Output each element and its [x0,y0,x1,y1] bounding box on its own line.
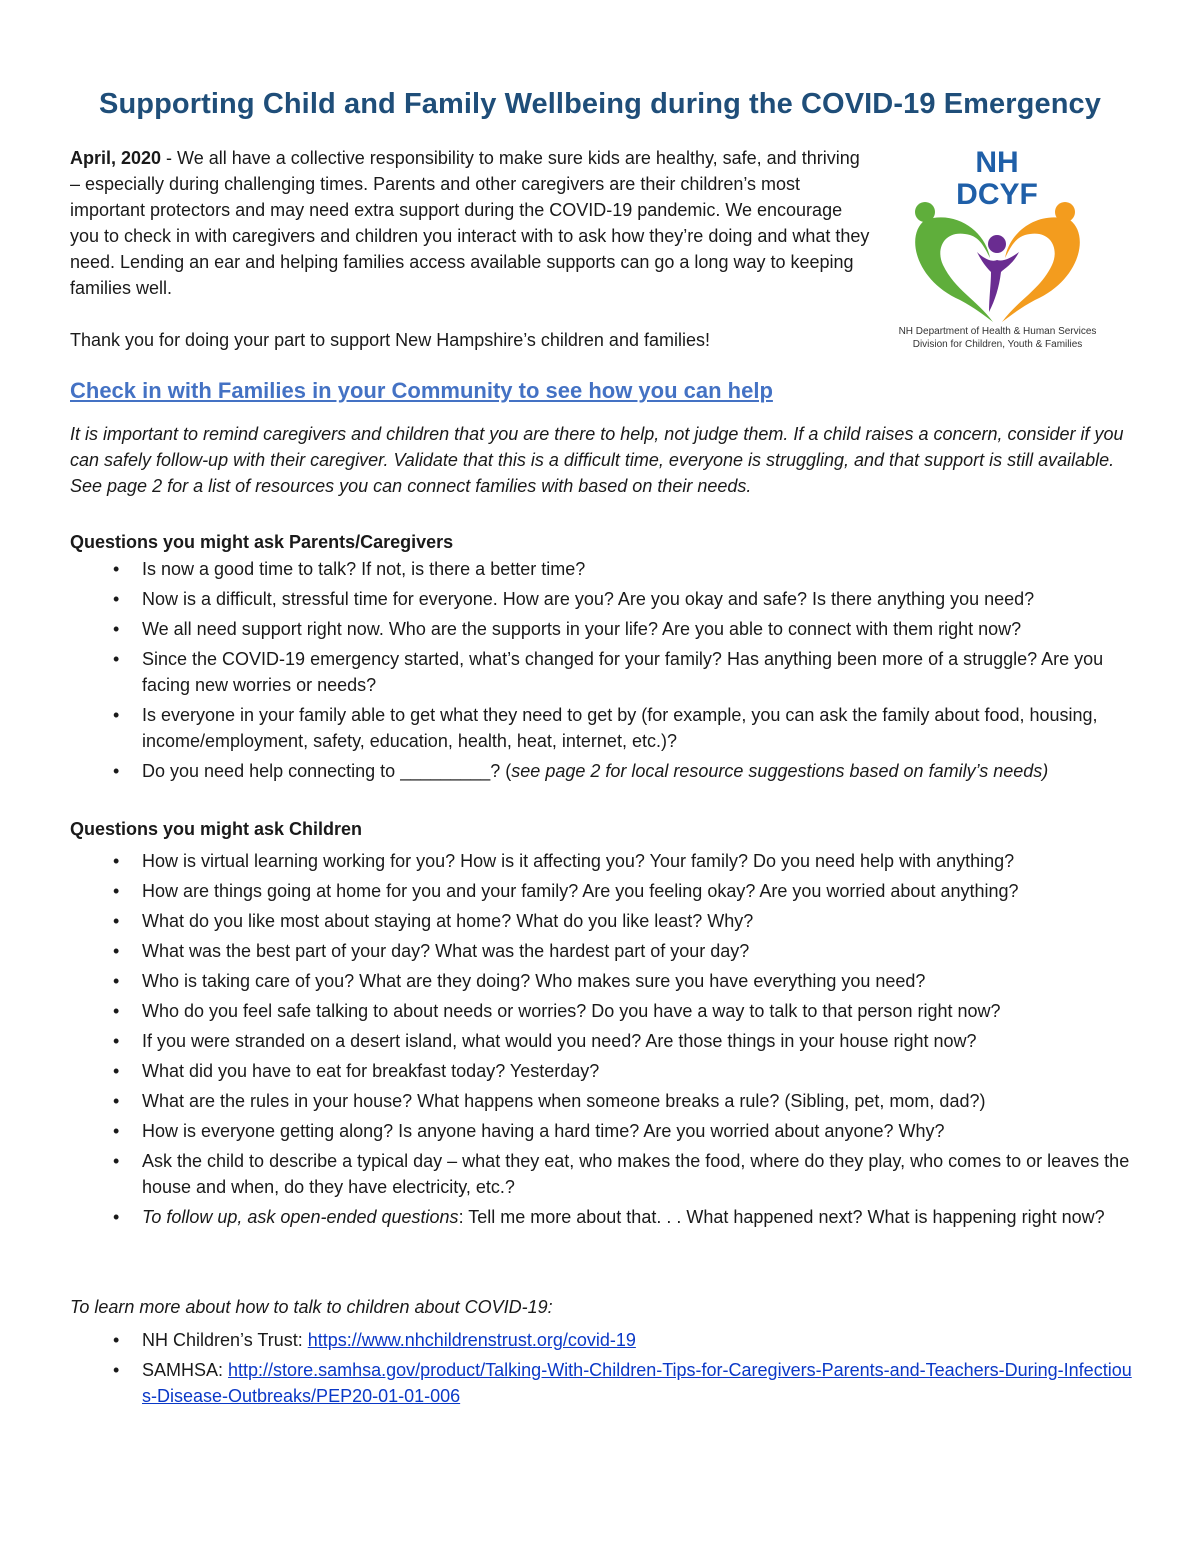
bullet-icon: • [113,941,120,961]
list-item-text: Ask the child to describe a typical day – what they eat, who makes the food, where do they play, who comes to or leaves the house and when, do they have electricity, etc.? [142,1151,1130,1197]
logo-green-arc [915,217,993,322]
list-item [70,998,1140,1024]
link-label: SAMHSA: [142,1360,229,1380]
bullet-icon: • [113,1330,120,1350]
learn-more-heading: To learn more about how to talk to children about COVID-19: [70,1297,553,1317]
logo-purple-head [988,235,1006,253]
list-item-text: How are things going at home for you and your family? Are you feeling okay? Are you worried about anything? [142,881,1019,901]
list-item [70,1058,1140,1084]
list-item [70,1327,1140,1353]
children-heading: Questions you might ask Children [70,819,363,839]
list-item [70,1118,1140,1144]
list-item-text: Is now a good time to talk? If not, is there a better time? [142,559,586,579]
list-item-text: We all need support right now. Who are the supports in your life? Are you able to connect with them right now? [142,619,1022,639]
bullet-icon: • [113,649,120,669]
list-item [70,1088,1140,1114]
list-item-text: Do you need help connecting to _________? ( [142,761,512,781]
logo-purple-body [977,252,1019,312]
list-item [70,1148,1140,1200]
list-item [70,616,1140,642]
page-title: Supporting Child and Family Wellbeing during the COVID-19 Emergency [99,88,1101,120]
logo-nh-text: NH [975,146,1019,179]
bullet-icon: • [113,851,120,871]
list-item [70,646,1140,698]
list-item [70,878,1140,904]
children-question-list [70,848,1140,1234]
list-item [70,968,1140,994]
list-item-italic: To follow up, ask open-ended questions [142,1207,459,1227]
list-item [70,908,1140,934]
parents-question-list [70,556,1140,788]
section-title: Check in with Families in your Community to see how you can help [70,378,773,403]
bullet-icon: • [113,971,120,991]
intro-text: - We all have a collective responsibility to make sure kids are healthy, safe, and thriving – especially during challenging times. Parents and other caregivers are their children’s most important protectors and may need extra support during the COVID-19 pandemic. We encourage you to check in with caregivers and children you interact with to ask how they’re doing and what they need. Lending an ear and helping families access available supports can go a long way to keeping families well. [70,148,870,298]
list-item [70,758,1140,784]
logo-caption-line1: NH Department of Health & Human Services [898,326,1097,337]
list-item-text: Since the COVID-19 emergency started, what’s changed for your family? Has anything been more of a struggle? Are you facing new worries or needs? [142,649,1104,695]
list-item-text: Who is taking care of you? What are they doing? Who makes sure you have everything you need? [142,971,926,991]
logo-orange-arc [1002,217,1080,322]
bullet-icon: • [113,761,120,781]
list-item-text: Is everyone in your family able to get what they need to get by (for example, you can ask the family about food, housing, income/employment, safety, education, health, heat, internet, etc.)? [142,705,1098,751]
resource-link-list [70,1327,1140,1413]
list-item [70,1028,1140,1054]
bullet-icon: • [113,1121,120,1141]
bullet-icon: • [113,1151,120,1171]
logo-caption-line2: Division for Children, Youth & Families [912,339,1083,350]
list-item [70,1204,1140,1230]
nh-dcyf-logo [885,140,1110,355]
list-item [70,702,1140,754]
intro-paragraph [70,145,870,301]
bullet-icon: • [113,705,120,725]
link-label: NH Children’s Trust: [142,1330,308,1350]
list-item-italic: see page 2 for local resource suggestions based on family’s needs) [511,761,1049,781]
bullet-icon: • [113,589,120,609]
thanks-text: Thank you for doing your part to support New Hampshire’s children and families! [70,330,710,350]
bullet-icon: • [113,559,120,579]
bullet-icon: • [113,1091,120,1111]
bullet-icon: • [113,911,120,931]
list-item-text: How is everyone getting along? Is anyone having a hard time? Are you worried about anyone? Why? [142,1121,945,1141]
bullet-icon: • [113,1207,120,1227]
list-item [70,586,1140,612]
nh-childrens-trust-link[interactable]: https://www.nhchildrenstrust.org/covid-19 [307,1330,636,1350]
bullet-icon: • [113,1360,120,1380]
list-item-text: Who do you feel safe talking to about needs or worries? Do you have a way to talk to that person right now? [142,1001,1001,1021]
parents-heading: Questions you might ask Parents/Caregivers [70,532,454,552]
list-item-text: If you were stranded on a desert island, what would you need? Are those things in your house right now? [142,1031,977,1051]
logo-green-head [915,202,935,222]
list-item-text: : Tell me more about that. . . What happened next? What is happening right now? [458,1207,1105,1227]
list-item [70,938,1140,964]
bullet-icon: • [113,1001,120,1021]
bullet-icon: • [113,1031,120,1051]
list-item-text: How is virtual learning working for you? How is it affecting you? Your family? Do you need help with anything? [142,851,1015,871]
bullet-icon: • [113,619,120,639]
list-item [70,556,1140,582]
intro-date: April, 2020 [70,148,162,168]
bullet-icon: • [113,881,120,901]
bullet-icon: • [113,1061,120,1081]
list-item [70,1357,1140,1409]
section-intro: It is important to remind caregivers and children that you are there to help, not judge them. If a child raises a concern, consider if you can safely follow-up with their caregiver. Validate that this is a difficult time, everyone is struggling, and that support is still available. See page 2 for a list of resources you can connect families with based on their needs. [70,424,1124,496]
list-item-text: What was the best part of your day? What was the hardest part of your day? [142,941,750,961]
logo-orange-head [1055,202,1075,222]
list-item-text: What are the rules in your house? What happens when someone breaks a rule? (Sibling, pet, mom, dad?) [142,1091,986,1111]
logo-dcyf-text: DCYF [956,178,1038,211]
logo-caption [875,325,1120,351]
list-item-text: What do you like most about staying at home? What do you like least? Why? [142,911,754,931]
list-item-text: Now is a difficult, stressful time for everyone. How are you? Are you okay and safe? Is there anything you need? [142,589,1035,609]
list-item-text: What did you have to eat for breakfast today? Yesterday? [142,1061,600,1081]
list-item [70,848,1140,874]
samhsa-link[interactable]: http://store.samhsa.gov/product/Talking-With-Children-Tips-for-Caregivers-Parents-and-Teachers-During-Infectious-Disease-Outbreaks/PEP20-01-01-006 [142,1360,1132,1406]
logo-graphic [885,140,1110,325]
